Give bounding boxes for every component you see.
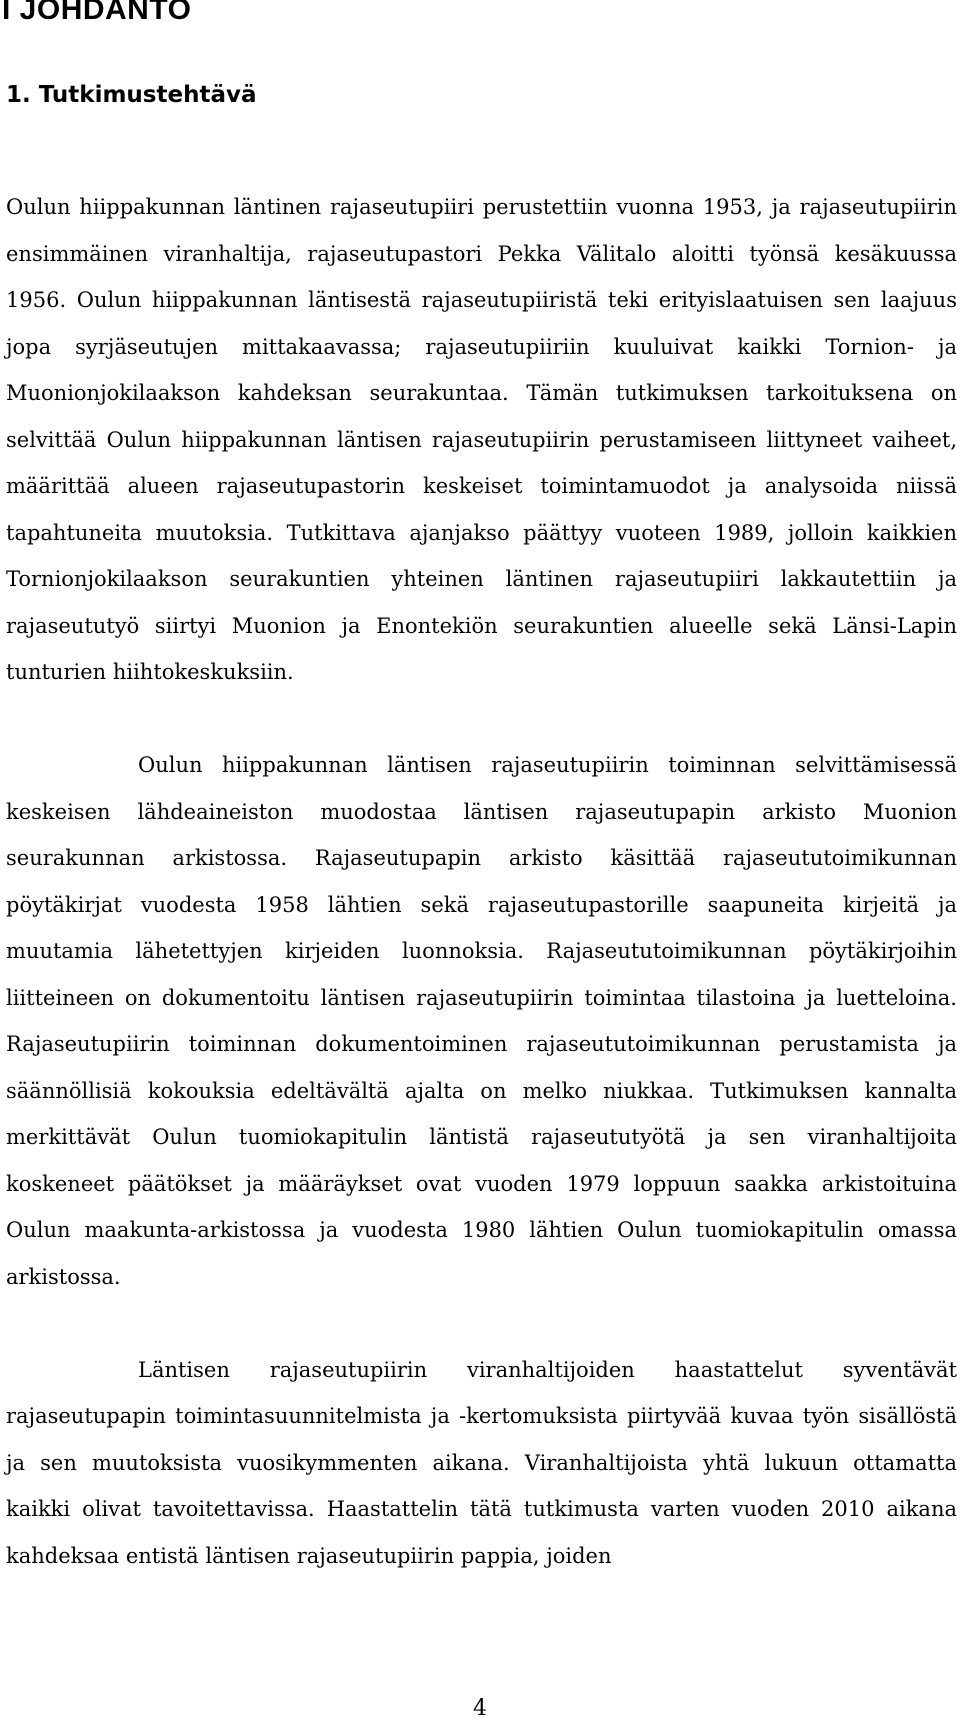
page-number: 4 (473, 1696, 487, 1721)
section-heading: 1. Tutkimustehtävä (6, 82, 257, 108)
paragraph-research-task: Oulun hiippakunnan läntinen rajaseutupiiri perustettiin vuonna 1953, ja rajaseutupiirin ensimmäinen viranhaltija, rajaseutupastori Pekka Välitalo aloitti työnsä kesäkuussa 1956. Oulun hiippakunnan läntisestä rajaseutupiiristä teki erityislaatuisen sen laajuus jopa syrjäseutujen mittakaavassa; rajaseutupiiriin kuuluivat kaikki Tornion- ja Muonionjokilaakson kahdeksan seurakuntaa. Tämän tutkimuksen tarkoituksena on selvittää Oulun hiippakunnan läntisen rajaseutupiirin perustamiseen liittyneet vaiheet, määrittää alueen rajaseutupastorin keskeiset toimintamuodot ja analysoida niissä tapahtuneita muutoksia. Tutkittava ajanjakso päättyy vuoteen 1989, jolloin kaikkien Tornionjokilaakson seurakuntien yhteinen läntinen rajaseutupiiri lakkautettiin ja rajaseututyö siirtyi Muonion ja Enontekiön seurakuntien alueelle sekä Länsi-Lapin tunturien hiihtokeskuksiin. (6, 195, 957, 684)
chapter-heading: I JOHDANTO (2, 0, 192, 26)
paragraph-sources: Oulun hiippakunnan läntisen rajaseutupiirin toiminnan selvittämisessä keskeisen lähdeaineiston muodostaa läntisen rajaseutupapin arkisto Muonion seurakunnan arkistossa. Rajaseutupapin arkisto käsittää rajaseututoimikunnan pöytäkirjat vuodesta 1958 lähtien sekä rajaseutupastorille saapuneita kirjeitä ja muutamia lähetettyjen kirjeiden luonnoksia. Rajaseututoimikunnan pöytäkirjoihin liitteineen on dokumentoitu läntisen rajaseutupiirin toimintaa tilastoina ja luetteloina. Rajaseutupiirin toiminnan dokumentoiminen rajaseututoimikunnan perustamista ja säännöllisiä kokouksia edeltävältä ajalta on melko niukkaa. Tutkimuksen kannalta merkittävät Oulun tuomiokapitulin läntistä rajaseututyötä ja sen viranhaltijoita koskeneet päätökset ja määräykset ovat vuoden 1979 loppuun saakka arkistoituina Oulun maakunta-arkistossa ja vuodesta 1980 lähtien Oulun tuomiokapitulin omassa arkistossa. (6, 753, 957, 1289)
body-text (6, 184, 957, 1579)
paragraph-interviews: Läntisen rajaseutupiirin viranhaltijoiden haastattelut syventävät rajaseutupapin toimintasuunnitelmista ja -kertomuksista piirtyvää kuvaa työn sisällöstä ja sen muutoksista vuosikymmenten aikana. Viranhaltijoista yhtä lukuun ottamatta kaikki olivat tavoitettavissa. Haastattelin tätä tutkimusta varten vuoden 2010 aikana kahdeksaa entistä läntisen rajaseutupiirin pappia, joiden (6, 1357, 957, 1568)
